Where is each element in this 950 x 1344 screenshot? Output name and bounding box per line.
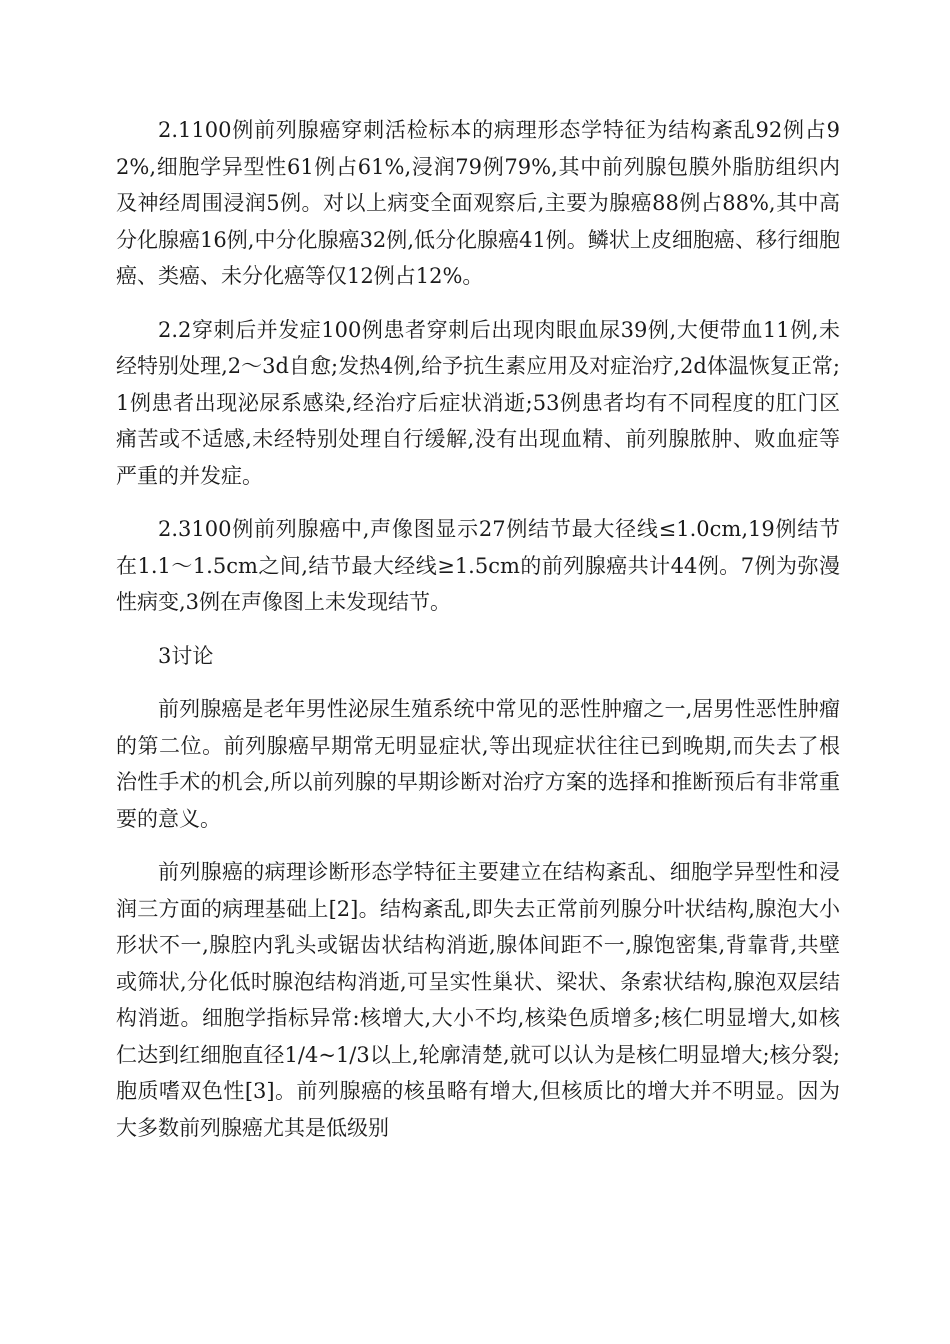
results-paragraph-2-3: 2.3100例前列腺癌中,声像图显示27例结节最大径线≤1.0cm,19例结节在1.1～1.5cm之间,结节最大经线≥1.5cm的前列腺癌共计44例。7例为弥漫性病变,3例在声像图上未发现结节。 <box>116 517 840 614</box>
section-heading-discussion: 3讨论 <box>158 643 214 668</box>
document-page <box>116 112 840 1163</box>
discussion-paragraph-1: 前列腺癌是老年男性泌尿生殖系统中常见的恶性肿瘤之一,居男性恶性肿瘤的第二位。前列腺癌早期常无明显症状,等出现症状往往已到晚期,而失去了根治性手术的机会,所以前列腺的早期诊断对治疗方案的选择和推断预后有非常重要的意义。 <box>116 697 840 831</box>
results-paragraph-2-1: 2.1100例前列腺癌穿刺活检标本的病理形态学特征为结构紊乱92例占92%,细胞学异型性61例占61%,浸润79例79%,其中前列腺包膜外脂肪组织内及神经周围浸润5例。对以上病变全面观察后,主要为腺癌88例占88%,其中高分化腺癌16例,中分化腺癌32例,低分化腺癌41例。鳞状上皮细胞癌、移行细胞癌、类癌、未分化癌等仅12例占12%。 <box>116 118 840 288</box>
results-paragraph-2-2: 2.2穿刺后并发症100例患者穿刺后出现肉眼血尿39例,大便带血11例,未经特别处理,2～3d自愈;发热4例,给予抗生素应用及对症治疗,2d体温恢复正常;1例患者出现泌尿系感染,经治疗后症状消逝;53例患者均有不同程度的肛门区痛苦或不适感,未经特别处理自行缓解,没有出现血精、前列腺脓肿、败血症等严重的并发症。 <box>116 317 840 488</box>
discussion-paragraph-2: 前列腺癌的病理诊断形态学特征主要建立在结构紊乱、细胞学异型性和浸润三方面的病理基础上[2]。结构紊乱,即失去正常前列腺分叶状结构,腺泡大小形状不一,腺腔内乳头或锯齿状结构消逝,腺体间距不一,腺饱密集,背靠背,共壁或筛状,分化低时腺泡结构消逝,可呈实性巢状、梁状、条索状结构,腺泡双层结构消逝。细胞学指标异常:核增大,大小不均,核染色质增多;核仁明显增大,如核仁达到红细胞直径1/4~1/3以上,轮廓清楚,就可以认为是核仁明显增大;核分裂;胞质嗜双色性[3]。前列腺癌的核虽略有增大,但核质比的增大并不明显。因为大多数前列腺癌尤其是低级别 <box>116 860 840 1140</box>
